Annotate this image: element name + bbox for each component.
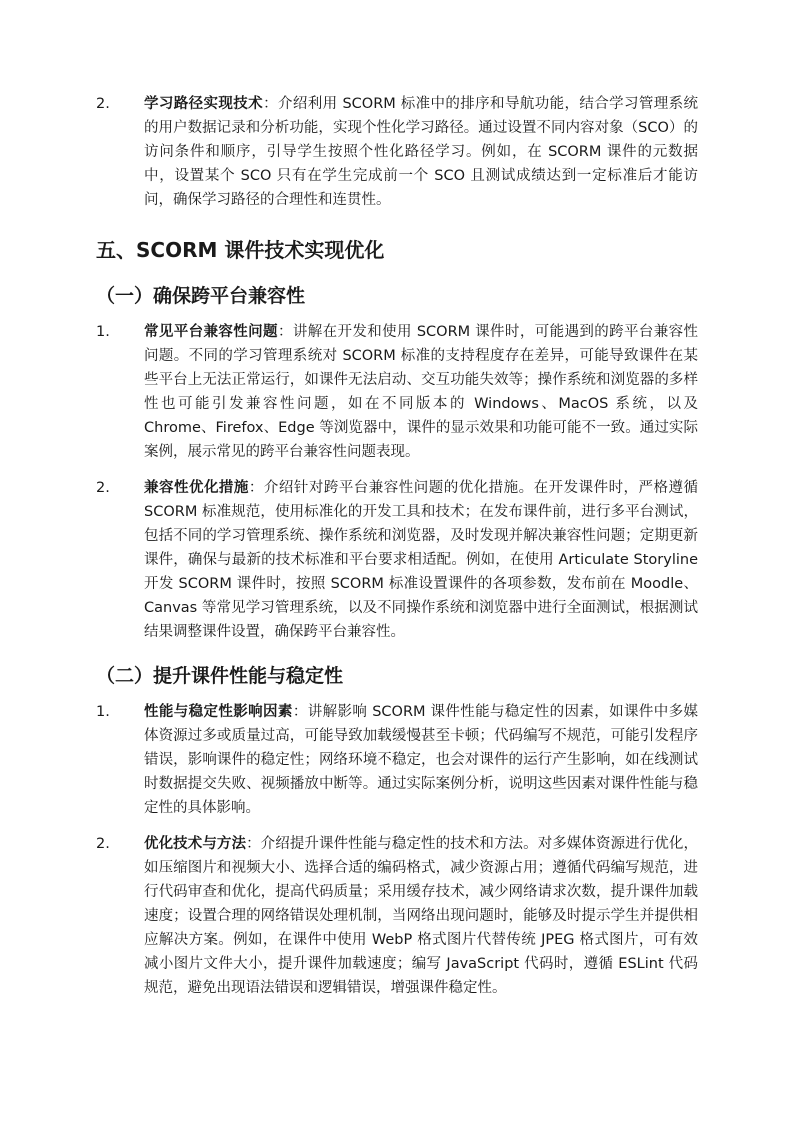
item-text: ：介绍针对跨平台兼容性问题的优化措施。在开发课件时，严格遵循 SCORM 标准规范，使用标准化的开发工具和技术；在发布课件前，进行多平台测试，包括不同的学习管理系统、操作系统和浏览器，及时发现并解决兼容性问题；定期更新课件，确保与最新的技术标准和平台要求相适配。例如，在使用 Articulate Storyline 开发 SCORM 课件时，按照 SCORM 标准设置课件的各项参数，发布前在 Moodle、Canvas 等常见学习管理系统，以及不同操作系统和浏览器中进行全面测试，根据测试结果调整课件设置，确保跨平台兼容性。 [144, 480, 699, 640]
list-number: 2. [96, 836, 110, 852]
item-text: ：讲解影响 SCORM 课件性能与稳定性的因素，如课件中多媒体资源过多或质量过高，可能导致加载缓慢甚至卡顿；代码编写不规范，可能引发程序错误，影响课件的稳定性；网络环境不稳定，也会对课件的运行产生影响，如在线测试时数据提交失败、视频播放中断等。通过实际案例分析，说明这些因素对课件性能与稳定性的具体影响。 [144, 704, 698, 816]
paragraph [144, 476, 698, 644]
paragraph [144, 92, 698, 212]
paragraph [144, 320, 698, 464]
list-item [96, 476, 698, 644]
section-heading: 五、SCORM 课件技术实现优化 [96, 238, 385, 262]
item-text: ：介绍提升课件性能与稳定性的技术和方法。对多媒体资源进行优化，如压缩图片和视频大小、选择合适的编码格式，减少资源占用；遵循代码编写规范，进行代码审查和优化，提高代码质量；采用缓存技术，减少网络请求次数，提升课件加载速度；设置合理的网络错误处理机制，当网络出现问题时，能够及时提示学生并提供相应解决方案。例如，在课件中使用 WebP 格式图片代替传统 JPEG 格式图片，可有效减小图片文件大小，提升课件加载速度；编写 JavaScript 代码时，遵循 ESLint 代码规范，避免出现语法错误和逻辑错误，增强课件稳定性。 [144, 836, 699, 996]
list-number: 2. [96, 480, 110, 496]
subsection-heading: （二）提升课件性能与稳定性 [96, 665, 344, 687]
item-label: 优化技术与方法 [144, 836, 247, 852]
list-item [96, 320, 698, 464]
list-number: 2. [96, 96, 110, 112]
item-label: 兼容性优化措施 [144, 480, 249, 496]
paragraph [144, 832, 698, 1000]
list-number: 1. [96, 704, 110, 720]
paragraph [144, 700, 698, 820]
list-number: 1. [96, 324, 110, 340]
list-item [96, 92, 698, 212]
item-text: ：讲解在开发和使用 SCORM 课件时，可能遇到的跨平台兼容性问题。不同的学习管理系统对 SCORM 标准的支持程度存在差异，可能导致课件在某些平台上无法正常运行，如课件无法启动、交互功能失效等；操作系统和浏览器的多样性也可能引发兼容性问题，如在不同版本的 Windows、MacOS 系统，以及 Chrome、Firefox、Edge 等浏览器中，课件的显示效果和功能可能不一致。通过实际案例，展示常见的跨平台兼容性问题表现。 [144, 324, 699, 460]
item-label: 常见平台兼容性问题 [144, 324, 278, 340]
subsection-heading: （一）确保跨平台兼容性 [96, 285, 306, 307]
item-label: 学习路径实现技术 [144, 96, 264, 112]
list-item [96, 832, 698, 1000]
item-text: ：介绍利用 SCORM 标准中的排序和导航功能，结合学习管理系统的用户数据记录和分析功能，实现个性化学习路径。通过设置不同内容对象（SCO）的访问条件和顺序，引导学生按照个性化路径学习。例如，在 SCORM 课件的元数据中，设置某个 SCO 只有在学生完成前一个 SCO 且测试成绩达到一定标准后才能访问，确保学习路径的合理性和连贯性。 [144, 96, 699, 208]
list-item [96, 700, 698, 820]
item-label: 性能与稳定性影响因素 [144, 704, 293, 720]
